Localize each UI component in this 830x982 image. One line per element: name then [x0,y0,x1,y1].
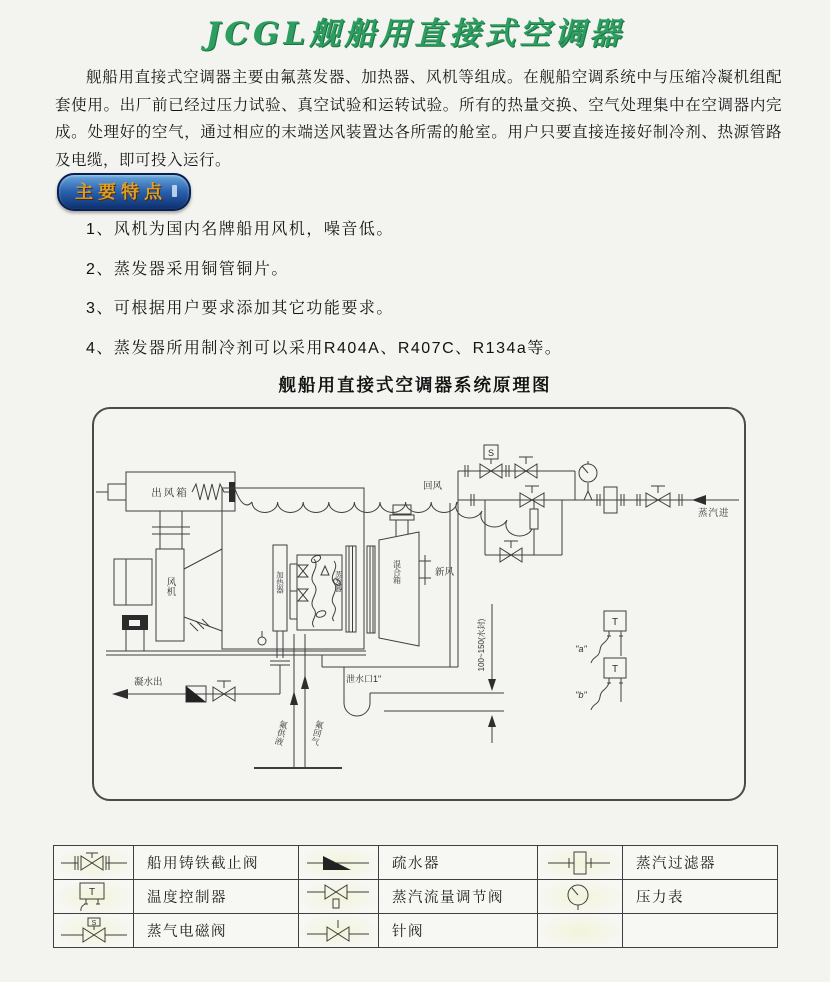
legend-table [53,845,778,948]
steam-trap-symbol [307,850,371,876]
label-fresh-air: 新风 [435,567,455,578]
label-sensor-t-a: T [611,617,619,628]
feature-item: 4、蒸发器所用制冷剂可以采用R404A、R407C、R134a等。 [86,339,563,357]
heater [258,545,290,694]
label-return-air: 回风 [422,481,442,492]
legend-label: 蒸汽过滤器 [623,846,778,880]
label-condensate-out: 凝水出 [134,677,163,688]
label-steam-in: 蒸汽进 [698,508,730,519]
label-sensor-t-b: T [611,664,619,675]
label-water-seal: 100~150(水封) [477,618,486,672]
feature-item: 1、风机为国内名牌船用风机，噪音低。 [86,221,394,238]
outlet-duct [152,511,190,549]
page-title: JCGL舰船用直接式空调器 [205,16,625,52]
legend-symbol-cell [54,914,134,948]
legend-symbol-cell [299,880,379,914]
legend-label [623,914,778,948]
steam-solenoid-valve-symbol [61,917,127,945]
feature-item: 2、蒸发器采用铜管铜片。 [86,260,289,278]
legend-symbol-cell [299,914,379,948]
fan-assembly [106,549,366,655]
features-list [86,216,562,374]
intro-paragraph: 舰船用直接式空调器主要由氟蒸发器、加热器、风机等组成。在舰船空调系统中与压缩冷凝机组配套使用。出厂前已经过压力试验、真空试验和运转试验。所有的热量交换、空气处理集中在空调器内完成。处理好的空气，通过相应的末端送风装置达各所需的舱室。用户只要直接连接好制冷剂、热源管路及电缆，即可投入运行。 [55,69,782,169]
legend-row [54,846,778,880]
legend-symbol-cell [538,846,623,880]
legend-label: 蒸气电磁阀 [134,914,299,948]
steam-piping [458,445,739,562]
legend-symbol-cell [538,880,623,914]
label-fluorine-return: 氟回气 [309,719,326,747]
label-drain-port: 泄水口1" [346,674,382,684]
label-solenoid-s: S [487,448,495,458]
steam-flow-regulating-valve-symbol [307,883,371,911]
legend-label: 疏水器 [379,846,538,880]
legend-label: 针阀 [379,914,538,948]
badge-mark [172,185,177,197]
features-badge [57,173,191,211]
legend-symbol-cell-empty [538,914,623,948]
steam-filter-symbol [548,850,612,876]
label-fluorine-supply: 氟供液 [273,719,290,747]
label-mixing-box: 混合箱 [392,560,402,584]
legend-symbol-cell [299,846,379,880]
evaporator [290,546,356,632]
schematic-svg [94,409,744,799]
label-heater: 加热器 [275,571,285,594]
system-schematic-diagram [92,407,746,801]
svg-text:T: T [88,886,95,898]
feature-item: 3、可根据用户要求添加其它功能要求。 [86,300,394,317]
marine-stop-valve-symbol [61,850,127,876]
temperature-controller-symbol [62,882,126,912]
legend-label: 压力表 [623,880,778,914]
legend-label: 船用铸铁截止阀 [134,846,299,880]
temperature-sensors [591,611,626,710]
legend-symbol-cell [54,846,134,880]
needle-valve-symbol [307,917,371,945]
legend-symbol-cell [54,880,134,914]
label-fan: 风机 [164,577,176,596]
label-evaporator: 蒸发器 [334,571,342,592]
legend-label: 蒸汽流量调节阀 [379,880,538,914]
pressure-gauge-symbol [548,883,612,911]
label-outlet-box: 出风箱 [151,487,189,499]
label-sensor-b: "b" [575,690,587,700]
svg-text:S: S [91,919,96,927]
coil-chain [235,489,532,536]
legend-row [54,914,778,948]
diagram-title: 舰船用直接式空调器系统原理图 [278,375,552,395]
legend-label: 温度控制器 [134,880,299,914]
fluorine-lines [254,634,342,768]
legend-row [54,880,778,914]
features-badge-label: 主要特点 [75,182,167,202]
label-sensor-a: "a" [575,644,587,654]
